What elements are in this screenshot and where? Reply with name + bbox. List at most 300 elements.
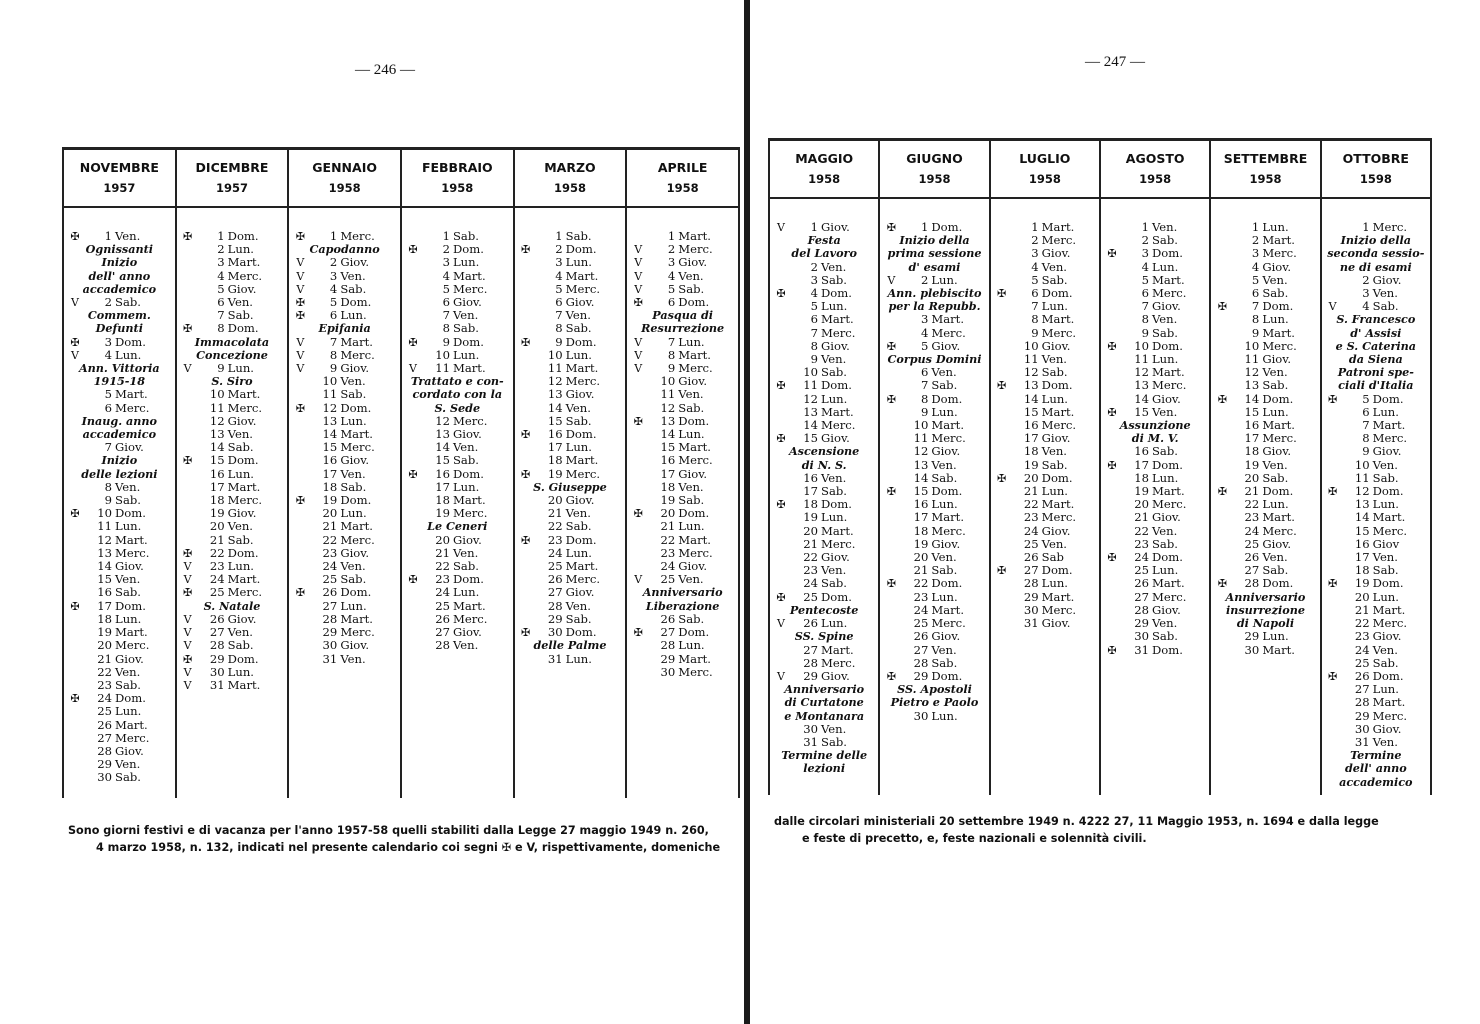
weekday: Giov.: [227, 611, 257, 626]
day-number: 6: [1141, 286, 1149, 301]
day-number: 21: [209, 532, 225, 547]
day-number: 7: [104, 440, 112, 455]
day-number: 4: [442, 268, 450, 283]
weekday: Dom.: [452, 466, 484, 481]
weekday: Dom.: [565, 242, 597, 257]
weekday: Merc.: [1262, 246, 1297, 261]
weekday: Giov.: [115, 743, 144, 758]
day-number: 15: [803, 431, 818, 446]
footer-line: e feste di precetto, e, feste nazionali e solennità civili.: [802, 832, 1147, 845]
day-entry: [64, 771, 175, 784]
weekday: Dom.: [821, 286, 852, 301]
weekday: Mart.: [1262, 418, 1295, 433]
day-number: 7: [329, 334, 338, 349]
weekday: Sab.: [1041, 457, 1068, 472]
weekday: Sab.: [565, 519, 592, 534]
weekday: Giov.: [1262, 259, 1292, 274]
vacation-mark: V: [777, 669, 785, 683]
day-number: 15: [209, 453, 225, 468]
month-year: 1958: [808, 172, 841, 186]
day-number: 25: [660, 572, 676, 587]
day-entry: [64, 388, 175, 401]
blank-mark: [991, 247, 1013, 260]
blank-mark: [880, 498, 902, 511]
day-number: 27: [547, 585, 563, 600]
blank-mark: [770, 564, 792, 577]
weekday: Giov.: [340, 638, 370, 653]
blank-mark: [991, 525, 1013, 538]
weekday: Ven.: [565, 308, 591, 323]
day-number: 8: [555, 321, 563, 336]
day-number: 11: [547, 361, 563, 376]
day-number: 31: [1134, 642, 1149, 657]
cross-icon: ✠: [776, 590, 786, 604]
day-number: 9: [1251, 325, 1260, 340]
day-entry: [1211, 393, 1319, 406]
weekday: Mart.: [115, 532, 148, 547]
blank-mark: [515, 322, 537, 335]
weekday: Lun.: [1372, 497, 1399, 512]
blank-mark: [880, 551, 902, 564]
day-number: 19: [1244, 457, 1260, 472]
day-number: 25: [803, 589, 818, 604]
weekday: Mart.: [678, 229, 711, 243]
day-number: 22: [547, 519, 563, 534]
blank-mark: [770, 525, 792, 538]
blank-mark: [64, 388, 86, 401]
day-entry: [770, 261, 878, 274]
month-year: 1958: [553, 181, 586, 195]
weekday: Ven.: [931, 457, 957, 472]
blank-mark: [991, 366, 1013, 379]
weekday: Ven.: [1372, 734, 1398, 749]
blank-mark: [991, 459, 1013, 472]
weekday: Ven.: [931, 642, 957, 657]
blank-mark: [991, 485, 1013, 498]
blank-mark: [1101, 472, 1123, 485]
day-entry: [1322, 644, 1430, 657]
weekday: Dom.: [678, 506, 710, 521]
blank-mark: [289, 534, 311, 547]
weekday: Merc.: [452, 506, 488, 521]
day-number: 12: [803, 391, 818, 406]
blank-mark: [1101, 511, 1123, 524]
day-entry: [1211, 577, 1319, 590]
blank-mark: [402, 322, 424, 335]
weekday: Sab.: [115, 295, 141, 310]
weekday: Ven.: [1262, 365, 1288, 380]
weekday: Mart.: [1041, 589, 1075, 604]
weekday: Merc.: [678, 664, 713, 679]
day-entry: [991, 327, 1099, 340]
holiday-note: accademico: [1339, 774, 1413, 789]
blank-mark: [880, 657, 902, 670]
day-number: 19: [209, 506, 225, 521]
blank-mark: [1322, 564, 1344, 577]
weekday: Sab.: [452, 229, 479, 243]
cross-icon: ✠: [1107, 247, 1117, 261]
day-number: 30: [1244, 642, 1260, 657]
day-number: 30: [1354, 721, 1370, 736]
day-number: 20: [913, 550, 929, 565]
day-entry: [1101, 630, 1209, 643]
weekday: Giov.: [340, 255, 370, 270]
cross-icon: ✠: [1107, 405, 1117, 419]
holiday-note: S. Sede: [434, 400, 481, 415]
day-number: 27: [803, 642, 818, 657]
day-entry: [770, 313, 878, 326]
day-number: 21: [97, 651, 112, 666]
cross-icon: ✠: [776, 432, 786, 446]
day-entry: [1101, 511, 1209, 524]
holiday-note: Anniversario: [642, 585, 723, 600]
blank-mark: [177, 243, 199, 256]
weekday: Merc.: [115, 400, 150, 415]
cross-icon: ✠: [408, 335, 418, 349]
blank-mark: [289, 468, 311, 481]
cross-icon: ✠: [886, 221, 896, 234]
day-number: 15: [547, 413, 563, 428]
weekday: Merc.: [340, 229, 375, 243]
blank-mark: [1322, 511, 1344, 524]
day-number: 9: [329, 361, 338, 376]
weekday: Ven.: [340, 559, 366, 574]
day-number: 3: [104, 334, 112, 349]
day-number: 28: [435, 638, 450, 653]
day-number: 29: [660, 651, 676, 666]
day-number: 25: [1023, 536, 1039, 551]
weekday: Giov.: [227, 281, 257, 296]
day-number: 3: [217, 255, 225, 270]
day-entry: [770, 525, 878, 538]
day-number: 27: [1244, 563, 1260, 578]
day-number: 2: [555, 242, 563, 257]
day-entry: [1322, 511, 1430, 524]
blank-mark: [402, 481, 424, 494]
weekday: Giov.: [452, 532, 482, 547]
day-number: 25: [1134, 563, 1149, 578]
day-number: 29: [209, 651, 225, 666]
cross-icon: ✠: [997, 379, 1007, 393]
weekday: Lun.: [931, 404, 958, 419]
day-number: 26: [803, 616, 818, 631]
day-number: 8: [1141, 312, 1149, 327]
cross-icon: ✠: [1217, 300, 1227, 314]
weekday: Merc.: [452, 611, 488, 626]
blank-mark: [1101, 379, 1123, 392]
cross-icon: ✠: [295, 586, 305, 600]
day-number: 26: [209, 611, 225, 626]
blank-mark: [1211, 551, 1233, 564]
blank-mark: [515, 349, 537, 362]
weekday: Ven.: [1041, 444, 1067, 459]
day-entry: [1322, 710, 1430, 723]
weekday: Mart.: [1151, 365, 1185, 380]
weekday: Giov.: [821, 338, 850, 353]
footer-line: Sono giorni festivi e di vacanza per l'anno 1957-58 quelli stabiliti dalla Legge 27 maggio 1949 n. 260,: [68, 824, 709, 837]
weekday: Lun.: [931, 272, 958, 287]
day-number: 15: [1354, 523, 1370, 538]
weekday: Mart.: [115, 625, 148, 640]
weekday: Ven.: [115, 664, 141, 679]
blank-mark: [627, 428, 649, 441]
day-number: 14: [209, 440, 225, 455]
day-list: [1211, 199, 1319, 657]
day-entry: [1211, 459, 1319, 472]
weekday: Ven.: [678, 479, 704, 494]
month-name: SETTEMBRE: [1223, 151, 1308, 166]
vacation-mark: V: [71, 296, 79, 310]
blank-mark: [770, 511, 792, 524]
weekday: Giov.: [1041, 246, 1071, 261]
day-number: 22: [803, 550, 818, 565]
blank-mark: [515, 362, 537, 375]
day-number: 2: [1141, 233, 1149, 248]
weekday: Lun.: [227, 361, 254, 376]
day-number: 7: [1141, 299, 1149, 314]
blank-mark: [1211, 511, 1233, 524]
weekday: Giov.: [340, 453, 370, 468]
weekday: Sab.: [1041, 365, 1068, 380]
blank-mark: [177, 309, 199, 322]
day-number: 28: [913, 655, 929, 670]
blank-mark: [880, 366, 902, 379]
blank-mark: [402, 230, 424, 243]
blank-mark: [1211, 630, 1233, 643]
day-entry: [64, 639, 175, 652]
day-entry: [770, 591, 878, 604]
blank-mark: [64, 679, 86, 692]
day-number: 13: [322, 413, 338, 428]
day-number: 28: [660, 638, 676, 653]
month-header: [63, 149, 176, 208]
cross-icon: ✠: [70, 335, 80, 349]
day-number: 3: [920, 312, 929, 327]
weekday: Giov.: [1041, 338, 1071, 353]
weekday: Mart.: [565, 453, 599, 468]
weekday: Mart.: [931, 312, 964, 327]
day-number: 30: [1134, 629, 1149, 644]
day-number: 4: [1141, 259, 1149, 274]
blank-mark: [402, 586, 424, 599]
weekday: Giov.: [340, 361, 370, 376]
month-name: DICEMBRE: [195, 160, 269, 175]
blank-mark: [289, 415, 311, 428]
day-number: 10: [913, 418, 929, 433]
day-number: 30: [97, 770, 112, 785]
cross-icon: ✠: [1217, 485, 1227, 499]
day-number: 10: [322, 374, 338, 389]
vacation-mark: V: [777, 221, 785, 234]
blank-mark: [515, 402, 537, 415]
day-number: 29: [913, 668, 929, 683]
blank-mark: [1322, 710, 1344, 723]
blank-mark: [627, 494, 649, 507]
day-number: 9: [442, 334, 450, 349]
weekday: Giov.: [115, 440, 144, 455]
blank-mark: [880, 313, 902, 326]
day-number: 5: [920, 338, 929, 353]
weekday: Lun.: [452, 585, 480, 600]
day-number: 3: [810, 272, 818, 287]
month-year: 1958: [918, 172, 951, 186]
blank-mark: [880, 445, 902, 458]
weekday: Mart.: [931, 510, 964, 525]
day-entry: [289, 270, 400, 283]
blank-mark: [770, 274, 792, 287]
blank-mark: [289, 573, 311, 586]
blank-mark: [1322, 274, 1344, 287]
day-number: 12: [660, 400, 676, 415]
weekday: Giov.: [1372, 444, 1402, 459]
blank-mark: [880, 617, 902, 630]
blank-mark: [64, 560, 86, 573]
blank-mark: [289, 560, 311, 573]
day-number: 8: [1251, 312, 1260, 327]
day-number: 12: [1134, 365, 1149, 380]
day-entry: [1211, 630, 1319, 643]
holiday-note: d' Assisi: [1350, 325, 1402, 340]
day-number: 14: [913, 470, 929, 485]
day-number: 3: [442, 255, 450, 270]
day-number: 18: [913, 523, 929, 538]
weekday: Dom.: [1372, 484, 1404, 499]
weekday: Giov.: [821, 431, 850, 446]
day-entry: [515, 270, 626, 283]
blank-mark: [402, 454, 424, 467]
day-number: 22: [209, 545, 225, 560]
weekday: Mart.: [115, 717, 148, 732]
day-entry: [1322, 393, 1430, 406]
day-entry: [880, 591, 988, 604]
day-number: 8: [1031, 312, 1039, 327]
day-entry: [289, 653, 400, 666]
weekday: Lun.: [1041, 299, 1068, 314]
weekday: Merc.: [1372, 616, 1408, 631]
day-number: 21: [1354, 602, 1370, 617]
weekday: Giov: [1372, 536, 1400, 551]
blank-mark: [1101, 234, 1123, 247]
weekday: Ven.: [452, 638, 479, 653]
day-entry: [515, 322, 626, 335]
weekday: Dom.: [1041, 563, 1073, 578]
weekday: Sab.: [227, 308, 254, 323]
blank-mark: [991, 327, 1013, 340]
weekday: Sab.: [678, 611, 705, 626]
cross-icon: ✠: [521, 626, 531, 640]
blank-mark: [1211, 644, 1233, 657]
day-entry: [627, 534, 738, 547]
blank-mark: [1101, 485, 1123, 498]
weekday: Lun.: [1151, 563, 1179, 578]
day-number: 29: [1354, 708, 1370, 723]
blank-mark: [770, 353, 792, 366]
weekday: Mart.: [1151, 272, 1185, 287]
day-number: 1: [1251, 220, 1260, 234]
day-number: 9: [217, 361, 225, 376]
day-entry: [627, 402, 738, 415]
day-entry: [1322, 445, 1430, 458]
weekday: Dom.: [115, 691, 146, 706]
cross-icon: ✠: [183, 652, 193, 666]
weekday: Ven.: [1262, 272, 1288, 287]
blank-mark: [402, 534, 424, 547]
day-entry: [1211, 525, 1319, 538]
day-number: 27: [435, 625, 450, 640]
weekday: Sab.: [1151, 325, 1178, 340]
weekday: Dom.: [1151, 550, 1183, 565]
weekday: Dom.: [1262, 299, 1294, 314]
weekday: Merc.: [115, 730, 150, 745]
day-entry: [1211, 644, 1319, 657]
day-number: 4: [1031, 259, 1039, 274]
day-number: 27: [1023, 563, 1039, 578]
day-entry: [402, 586, 513, 599]
weekday: Sab.: [931, 470, 958, 485]
day-number: 7: [217, 308, 225, 323]
weekday: Ven.: [1262, 457, 1288, 472]
weekday: Sab.: [821, 365, 847, 380]
day-entry: [991, 617, 1099, 630]
day-number: 25: [209, 585, 225, 600]
weekday: Lun.: [452, 347, 480, 362]
vacation-mark: V: [183, 639, 192, 653]
day-number: 28: [1244, 576, 1260, 591]
day-entry: [1322, 591, 1430, 604]
day-entry: [515, 520, 626, 533]
weekday: Mart.: [821, 404, 854, 419]
weekday: Mart.: [227, 479, 261, 494]
weekday: Giov.: [678, 559, 708, 574]
day-number: 5: [442, 281, 450, 296]
day-number: 8: [1362, 431, 1370, 446]
weekday: Giov.: [452, 295, 482, 310]
cross-icon: ✠: [1328, 669, 1338, 683]
holiday-note: ciali d'Italia: [1338, 378, 1414, 393]
blank-mark: [627, 666, 649, 679]
blank-mark: [1101, 393, 1123, 406]
day-number: 18: [1244, 444, 1260, 459]
day-number: 16: [1023, 418, 1039, 433]
weekday: Giov.: [931, 629, 961, 644]
day-number: 19: [1134, 484, 1149, 499]
day-number: 10: [1244, 338, 1260, 353]
cross-icon: ✠: [633, 296, 643, 310]
blank-mark: [770, 644, 792, 657]
blank-mark: [64, 402, 86, 415]
vacation-mark: V: [296, 256, 305, 270]
weekday: Mart.: [1041, 312, 1075, 327]
weekday: Ven.: [340, 651, 366, 666]
blank-mark: [402, 296, 424, 309]
holiday-note: Anniversario: [1225, 589, 1306, 604]
day-entry: [991, 525, 1099, 538]
weekday: Lun.: [1151, 470, 1179, 485]
day-number: 21: [1134, 510, 1149, 525]
day-number: 26: [1023, 550, 1039, 565]
day-number: 11: [1134, 352, 1149, 367]
day-number: 23: [1023, 510, 1039, 525]
day-number: 15: [322, 440, 338, 455]
day-entry: [177, 520, 288, 533]
blank-mark: [1101, 274, 1123, 287]
blank-mark: [515, 283, 537, 296]
day-number: 11: [1244, 352, 1260, 367]
holiday-note: Inizio della: [899, 233, 970, 248]
day-number: 10: [1134, 338, 1149, 353]
weekday: Merc.: [227, 268, 263, 283]
blank-mark: [289, 441, 311, 454]
